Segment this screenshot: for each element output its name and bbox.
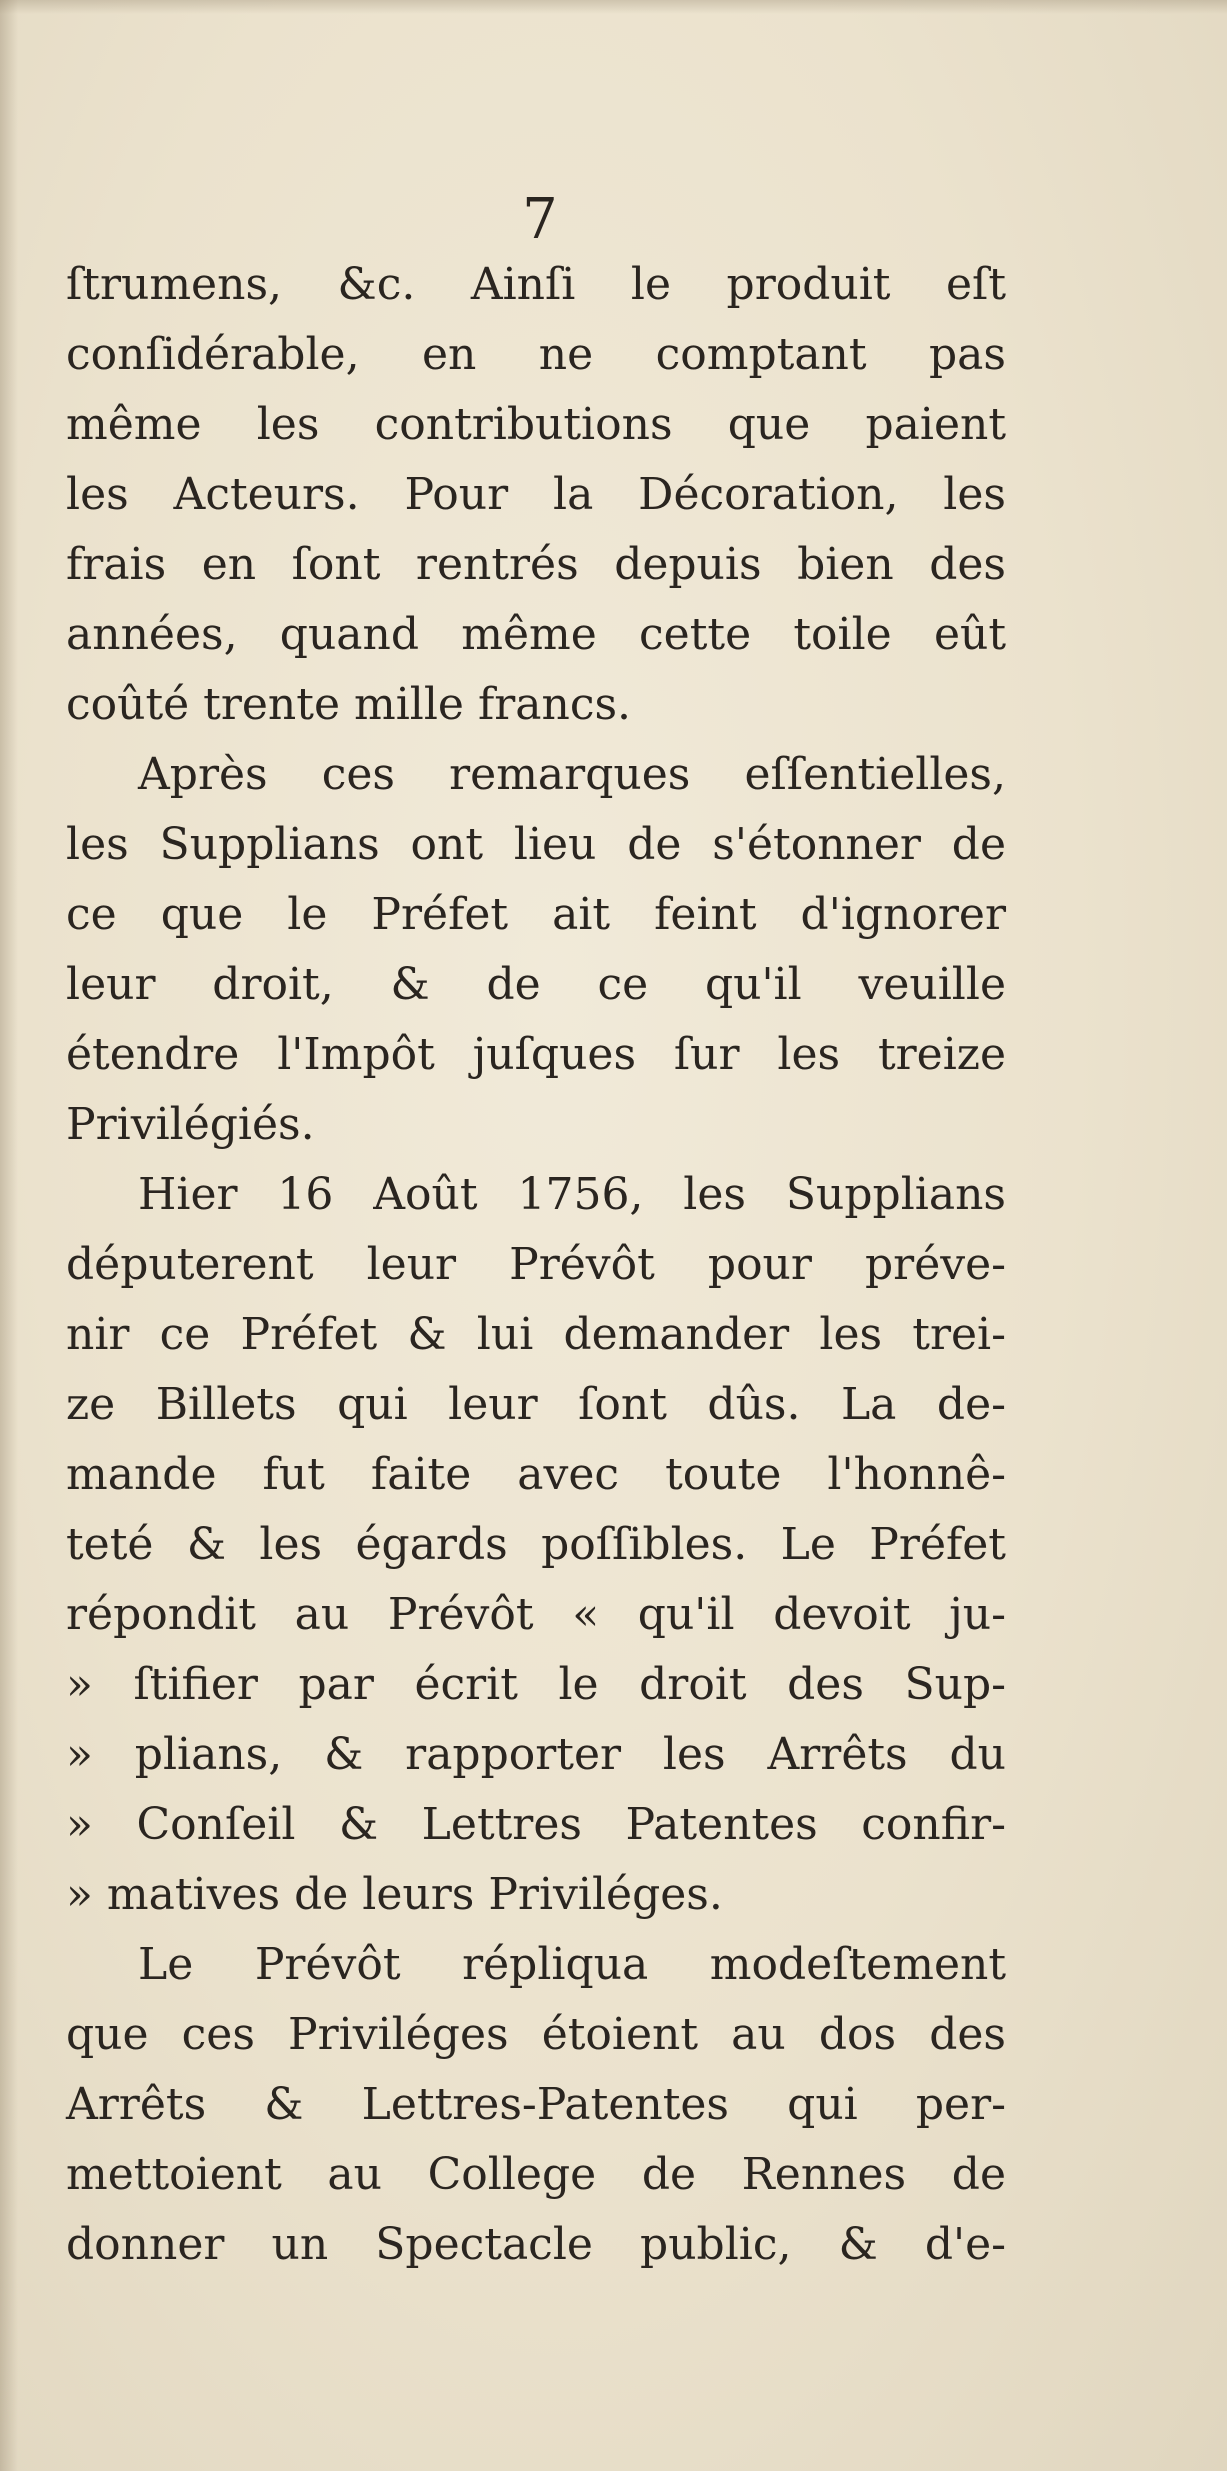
text-line: que ces Priviléges étoient au dos des (66, 2009, 1006, 2060)
text-line: leur droit, & de ce qu'il veuille (66, 959, 1006, 1010)
text-line: ce que le Préfet ait feint d'ignorer (66, 889, 1006, 940)
text-line: Après ces remarques eſſentielles, (138, 749, 1006, 800)
text-line: étendre l'Impôt juſques ſur les treize (66, 1029, 1006, 1080)
text-line: mande fut faite avec toute l'honnê- (66, 1449, 1006, 1500)
top-edge-shadow (0, 0, 1227, 14)
text-line: coûté trente mille francs. (66, 679, 632, 730)
text-line: les Acteurs. Pour la Décoration, les (66, 469, 1006, 520)
text-line: » Conſeil & Lettres Patentes confir- (66, 1799, 1006, 1850)
text-line: conſidérable, en ne comptant pas (66, 329, 1006, 380)
text-line: donner un Spectacle public, & d'e- (66, 2219, 1006, 2270)
text-line: ſtrumens, &c. Ainſi le produit eſt (66, 259, 1006, 310)
text-line: Privilégiés. (66, 1099, 315, 1150)
text-line: » plians, & rapporter les Arrêts du (66, 1729, 1006, 1780)
text-line: même les contributions que paient (66, 399, 1006, 450)
text-line: teté & les égards poſſibles. Le Préfet (66, 1519, 1006, 1570)
text-line: Hier 16 Août 1756, les Supplians (138, 1169, 1006, 1220)
body-text (66, 250, 1006, 2280)
text-line: les Supplians ont lieu de s'étonner de (66, 819, 1006, 870)
gutter-shadow (0, 0, 18, 2471)
text-line: députerent leur Prévôt pour préve- (66, 1239, 1006, 1290)
text-line: années, quand même cette toile eût (66, 609, 1006, 660)
text-line: frais en ſont rentrés depuis bien des (66, 539, 1006, 590)
page-number: 7 (522, 187, 558, 252)
text-line: Le Prévôt répliqua modeſtement (138, 1939, 1006, 1990)
text-line: répondit au Prévôt « qu'il devoit ju- (66, 1589, 1006, 1640)
text-line: » matives de leurs Priviléges. (66, 1869, 723, 1920)
text-line: ze Billets qui leur ſont dûs. La de- (66, 1379, 1006, 1430)
text-line: » ſtifier par écrit le droit des Sup- (66, 1659, 1006, 1710)
text-line: nir ce Préfet & lui demander les trei- (66, 1309, 1006, 1360)
text-line: mettoient au College de Rennes de (66, 2149, 1006, 2200)
text-line: Arrêts & Lettres-Patentes qui per- (66, 2079, 1006, 2130)
